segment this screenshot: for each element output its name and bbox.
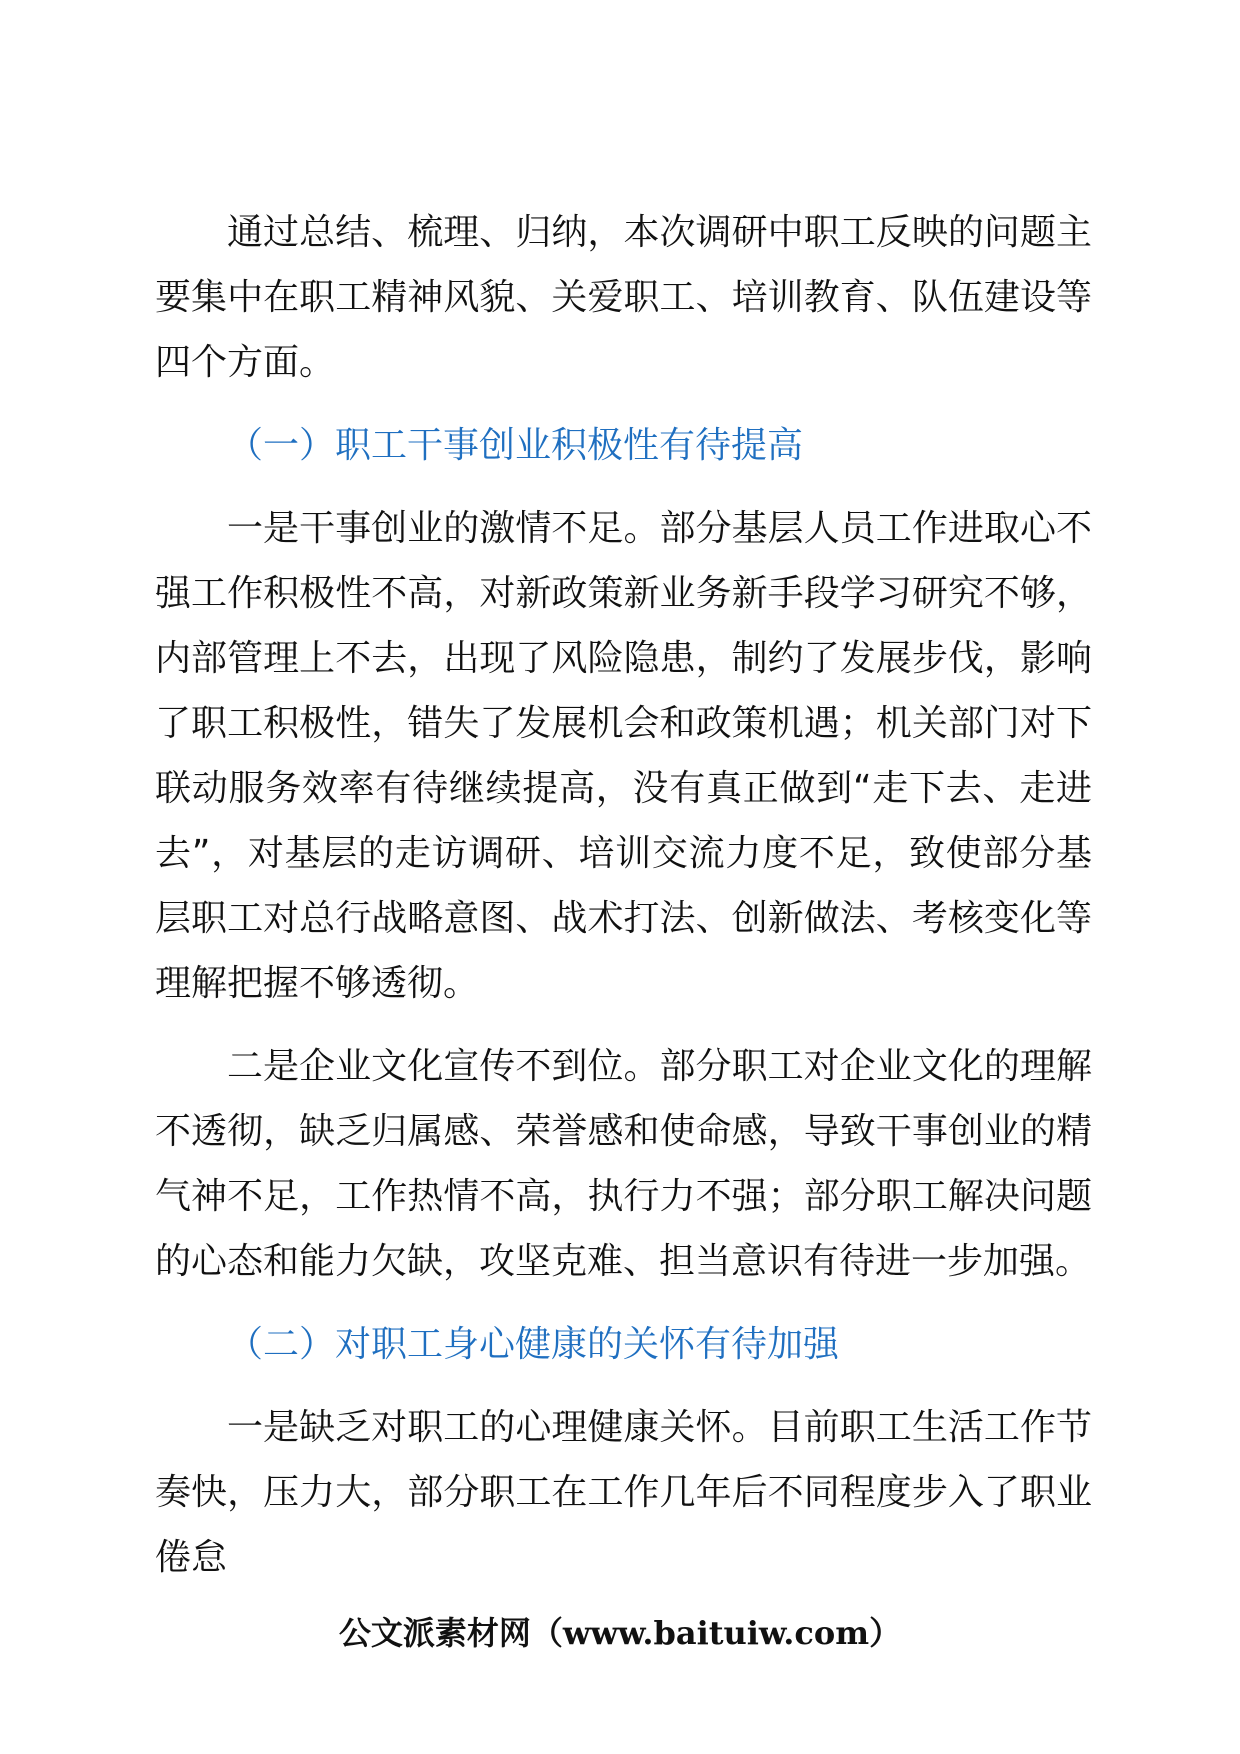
section-heading-2: （二）对职工身心健康的关怀有待加强: [227, 1324, 840, 1365]
document-body: [155, 200, 1092, 1590]
paragraph-2: 二是企业文化宣传不到位。部分职工对企业文化的理解不透彻，缺乏归属感、荣誉感和使命感，导致干事创业的精气神不足，工作热情不高，执行力不强；部分职工解决问题的心态和能力欠缺，攻坚克难、担当意识有待进一步加强。: [155, 1046, 1092, 1282]
section-heading-1: （一）职工干事创业积极性有待提高: [227, 425, 804, 466]
paragraph-1: 一是干事创业的激情不足。部分基层人员工作进取心不强工作积极性不高，对新政策新业务新手段学习研究不够，内部管理上不去，出现了风险隐患，制约了发展步伐，影响了职工积极性，错失了发展机会和政策机遇；机关部门对下联动服务效率有待继续提高，没有真正做到“走下去、走进去”，对基层的走访调研、培训交流力度不足，致使部分基层职工对总行战略意图、战术打法、创新做法、考核变化等理解把握不够透彻。: [155, 508, 1092, 1004]
paragraph-intro: 通过总结、梳理、归纳，本次调研中职工反映的问题主要集中在职工精神风貌、关爱职工、培训教育、队伍建设等四个方面。: [155, 212, 1092, 383]
paragraph-3: 一是缺乏对职工的心理健康关怀。目前职工生活工作节奏快，压力大，部分职工在工作几年后不同程度步入了职业倦怠: [155, 1407, 1092, 1578]
page-footer-watermark: 公文派素材网（www.baituiw.com）: [338, 1614, 902, 1652]
